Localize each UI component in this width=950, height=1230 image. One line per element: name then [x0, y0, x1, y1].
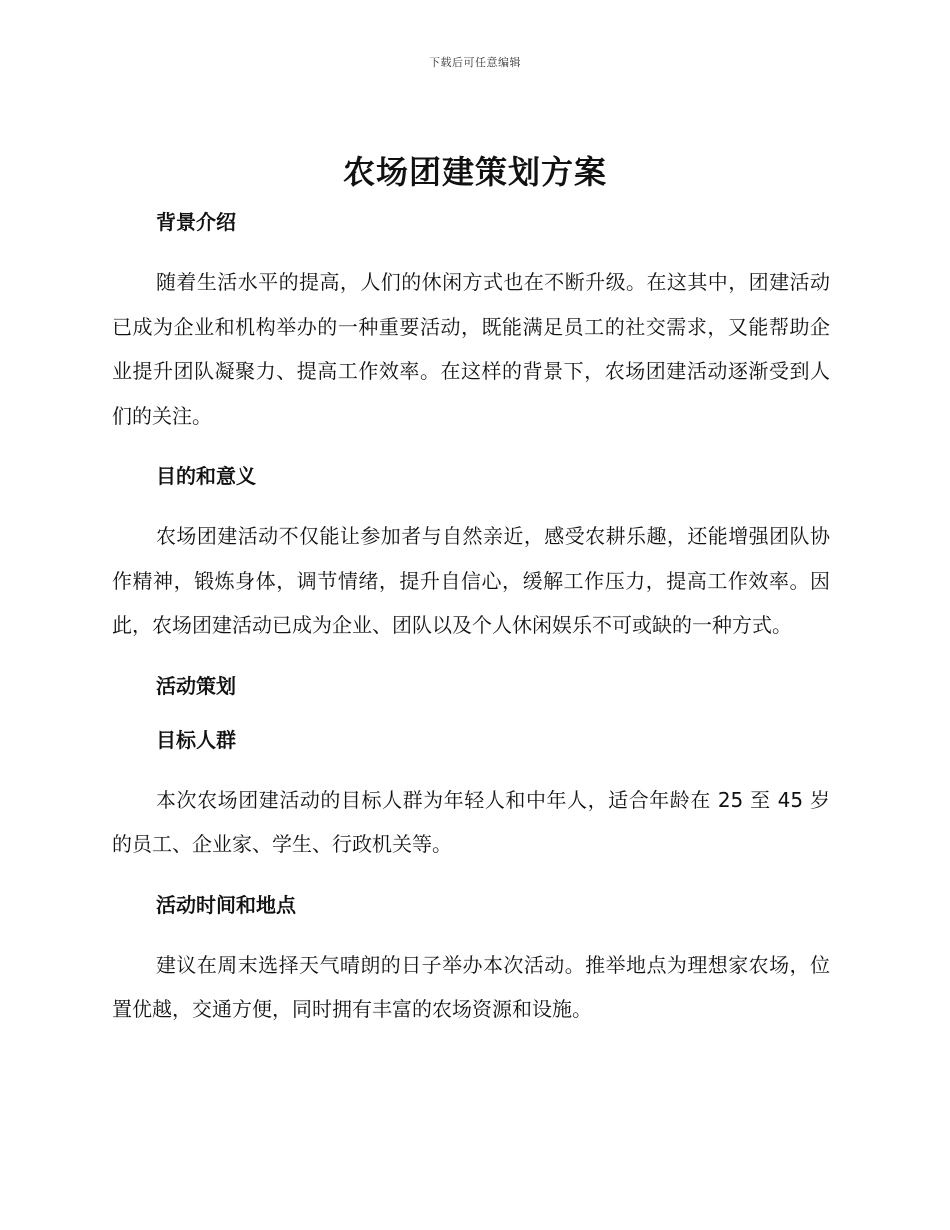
header-note: 下载后可任意编辑	[429, 56, 521, 69]
section-time-location	[112, 889, 830, 1032]
section-purpose	[112, 460, 830, 648]
section-paragraph: 随着生活水平的提高，人们的休闲方式也在不断升级。在这其中，团建活动已成为企业和机构举办的一种重要活动，既能满足员工的社交需求，又能帮助企业提升团队凝聚力、提高工作效率。在这样的背景下，农场团建活动逐渐受到人们的关注。	[112, 270, 830, 428]
section-activity-plan	[112, 670, 830, 702]
section-heading: 活动时间和地点	[156, 892, 296, 917]
section-paragraph: 建议在周末选择天气晴朗的日子举办本次活动。推举地点为理想家农场，位置优越，交通方便，同时拥有丰富的农场资源和设施。	[112, 952, 830, 1021]
section-paragraph: 本次农场团建活动的目标人群为年轻人和中年人，适合年龄在 25 至 45 岁的员工、企业家、学生、行政机关等。	[112, 787, 830, 856]
section-heading: 目标人群	[156, 727, 236, 752]
section-target-audience	[112, 724, 830, 867]
document-body	[112, 206, 830, 1032]
section-heading: 活动策划	[156, 673, 236, 698]
section-background	[112, 206, 830, 438]
document-title: 农场团建策划方案	[342, 153, 607, 191]
section-heading: 背景介绍	[156, 210, 236, 234]
section-paragraph: 农场团建活动不仅能让参加者与自然亲近，感受农耕乐趣，还能增强团队协作精神，锻炼身体，调节情绪，提升自信心，缓解工作压力，提高工作效率。因此，农场团建活动已成为企业、团队以及个人休闲娱乐不可或缺的一种方式。	[112, 524, 830, 637]
section-heading: 目的和意义	[156, 464, 256, 488]
